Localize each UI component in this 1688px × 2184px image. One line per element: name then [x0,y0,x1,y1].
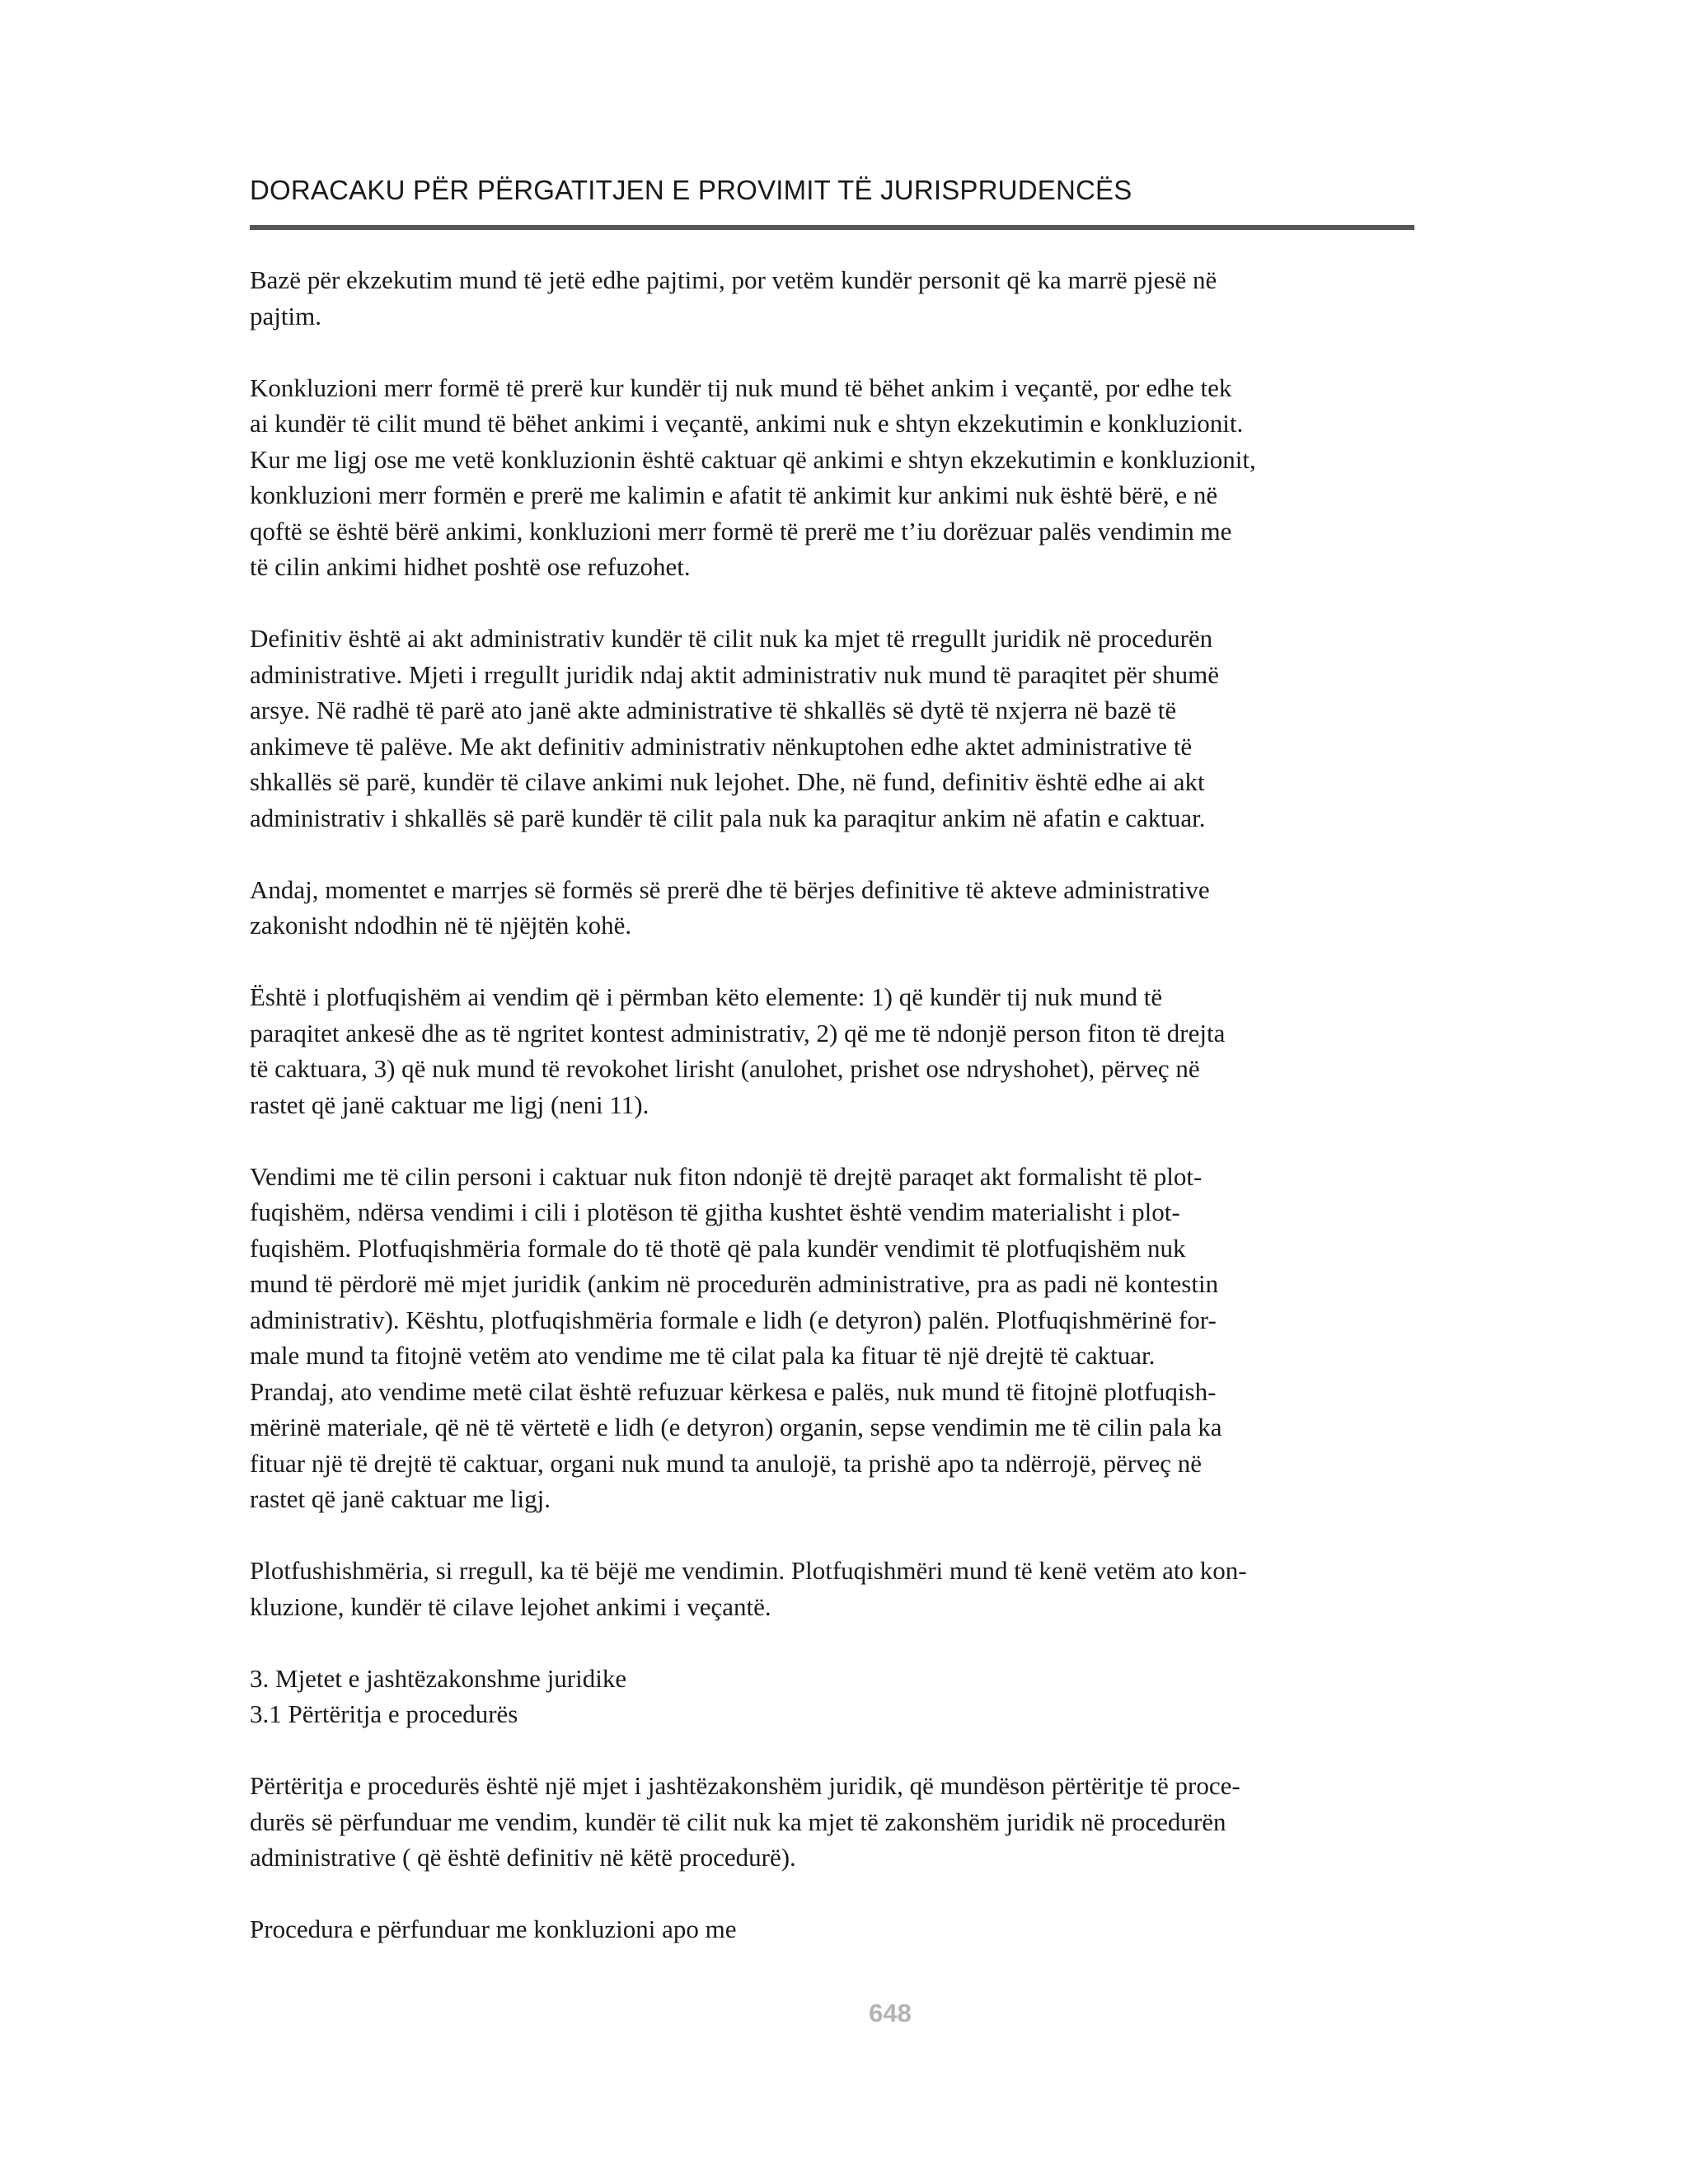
text-line: Konkluzioni merr formë të prerë kur kundër tij nuk mund të bëhet ankim i veçantë, por edhe tek [250,373,1232,402]
text-line: paraqitet ankesë dhe as të ngritet kontest administrativ, 2) që me të ndonjë person fiton të drejta [250,1018,1226,1047]
text-line: Është i plotfuqishëm ai vendim që i përmban këto elemente: 1) që kundër tij nuk mund të [250,982,1163,1011]
page-number: 648 [869,1999,912,2027]
text-line: administrativ i shkallës së parë kundër të cilit pala nuk ka paraqitur ankim në afatin e caktuar. [250,803,1206,832]
paragraph [250,1553,1414,1624]
paragraph [250,370,1414,585]
text-line: pajtim. [250,301,321,330]
paragraph [250,1159,1414,1517]
paragraph [250,1911,1414,1947]
paragraph [250,1768,1414,1876]
text-line: të caktuara, 3) që nuk mund të revokohet lirisht (anulohet, prishet ose ndryshohet), përveç në [250,1054,1200,1083]
text-line: Kur me ligj ose me vetë konkluzionin është caktuar që ankimi e shtyn ekzekutimin e konkluzionit, [250,444,1256,474]
text-line: mund të përdorë më mjet juridik (ankim në procedurën administrative, pra as padi në kontestin [250,1269,1219,1298]
text-line: administrative. Mjeti i rregullt juridik ndaj aktit administrativ nuk mund të paraqitet për shumë [250,659,1220,689]
text-line: konkluzioni merr formën e prerë me kalimin e afatit të ankimit kur ankimi nuk është bërë, e në [250,480,1218,509]
text-line: 3.1 Përtëritja e procedurës [250,1699,518,1728]
text-line: rastet që janë caktuar me ligj. [250,1484,551,1513]
text-line: zakonisht ndodhin në të njëjtën kohë. [250,911,632,940]
text-line: qoftë se është bërë ankimi, konkluzioni merr formë të prerë me t’iu dorëzuar palës vendimin me [250,516,1232,546]
text-line: Përtëritja e procedurës është një mjet i jashtëzakonshëm juridik, që mundëson përtëritje të proce- [250,1771,1240,1800]
text-line: Andaj, momentet e marrjes së formës së prerë dhe të bërjes definitive të akteve administrative [250,874,1210,904]
text-line: rastet që janë caktuar me ligj (neni 11). [250,1090,649,1119]
paragraph [250,1661,1414,1732]
text-line: mërinë materiale, që në të vërtetë e lidh (e detyron) organin, sepse vendimin me të cilin pala ka [250,1413,1222,1441]
text-line: kluzione, kundër të cilave lejohet ankimi i veçantë. [250,1591,771,1621]
text-line: administrativ). Kështu, plotfuqishmëria formale e lidh (e detyron) palën. Plotfuqishmërinë for- [250,1305,1217,1334]
text-line: administrative ( që është definitiv në këtë procedurë). [250,1843,796,1872]
running-header: DORACAKU PËR PËRGATITJEN E PROVIMIT TË JURISPRUDENCËS [250,175,1132,205]
text-line: arsye. Në radhë të parë ato janë akte administrative të shkallës së dytë të nxjerra në bazë të [250,696,1177,724]
text-line: 3. Mjetet e jashtëzakonshme juridike [250,1663,627,1693]
text-line: male mund ta fitojnë vetëm ato vendime me të cilat pala ka fituar të një drejtë të caktuar. [250,1341,1156,1370]
text-line: ai kundër të cilit mund të bëhet ankimi i veçantë, ankimi nuk e shtyn ekzekutimin e konkluzionit. [250,409,1244,438]
text-line: Prandaj, ato vendime metë cilat është refuzuar kërkesa e palës, nuk mund të fitojnë plotfuqish- [250,1376,1217,1406]
text-line: të cilin ankimi hidhet poshtë ose refuzohet. [250,552,691,581]
body-text [250,262,1414,1983]
paragraph [250,262,1414,334]
text-line: Plotfushishmëria, si rregull, ka të bëjë me vendimin. Plotfuqishmëri mund të kenë vetëm ato kon- [250,1556,1247,1585]
paragraph [250,979,1414,1122]
text-line: fuqishëm, ndërsa vendimi i cili i plotëson të gjitha kushtet është vendim materialisht i plot- [250,1197,1180,1226]
text-line: Bazë për ekzekutim mund të jetë edhe pajtimi, por vetëm kundër personit që ka marrë pjesë në [250,265,1217,294]
text-line: ankimeve të palëve. Me akt definitiv administrativ nënkuptohen edhe aktet administrative të [250,731,1193,761]
header-rule [250,225,1414,230]
paragraph [250,621,1414,836]
paragraph [250,872,1414,944]
text-line: Vendimi me të cilin personi i caktuar nuk fiton ndonjë të drejtë paraqet akt formalisht të plot- [250,1161,1203,1191]
text-line: Definitiv është ai akt administrativ kundër të cilit nuk ka mjet të rregullt juridik në procedurën [250,624,1213,653]
text-line: fituar një të drejtë të caktuar, organi nuk mund ta anulojë, ta prishë apo ta ndërrojë, përveç në [250,1448,1203,1478]
text-line: Procedura e përfunduar me konkluzioni apo me [250,1915,737,1943]
text-line: durës së përfunduar me vendim, kundër të cilit nuk ka mjet të zakonshëm juridik në procedurën [250,1807,1226,1836]
text-line: fuqishëm. Plotfuqishmëria formale do të thotë që pala kundër vendimit të plotfuqishëm nuk [250,1233,1186,1263]
text-line: shkallës së parë, kundër të cilave ankimi nuk lejohet. Dhe, në fund, definitiv është edhe ai akt [250,767,1205,796]
